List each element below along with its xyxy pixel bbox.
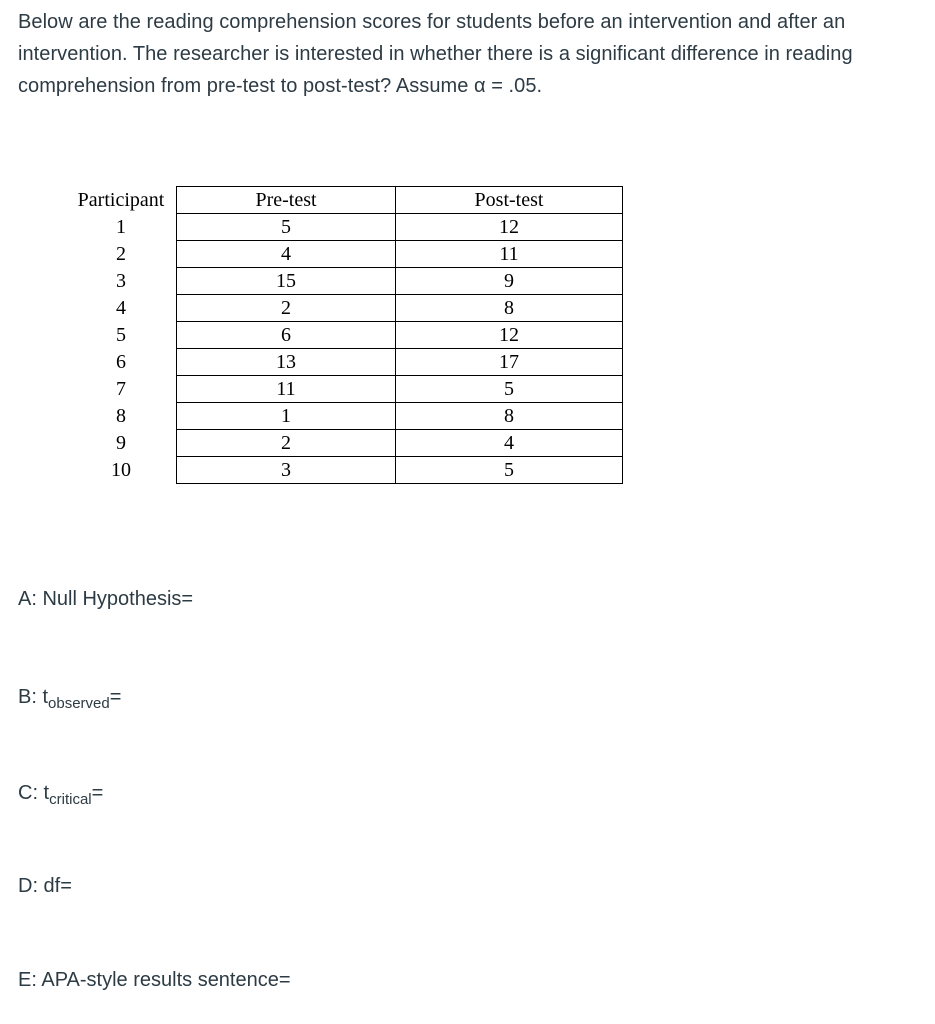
pre-test-cell: 2 [177, 295, 396, 322]
question-c-t-critical [18, 779, 103, 807]
participant-cell: 9 [116, 432, 126, 454]
question-e-label: E: APA-style results sentence= [18, 969, 291, 991]
scores-table [66, 186, 623, 484]
question-prompt [18, 6, 918, 102]
table-row [66, 430, 623, 457]
participant-cell: 3 [116, 270, 126, 292]
participant-cell: 6 [116, 351, 126, 373]
header-post-test: Post-test [396, 187, 623, 214]
table-row [66, 214, 623, 241]
post-test-cell: 5 [396, 376, 623, 403]
pre-test-cell: 3 [177, 457, 396, 484]
prompt-line-3: comprehension from pre-test to post-test? Assume α = .05. [18, 75, 543, 97]
header-pre-test: Pre-test [177, 187, 396, 214]
pre-test-cell: 5 [177, 214, 396, 241]
question-b-subscript: observed [48, 695, 110, 712]
participant-cell: 8 [116, 405, 126, 427]
table-row [66, 349, 623, 376]
table-row [66, 241, 623, 268]
question-b-suffix: = [109, 686, 122, 708]
table-row [66, 457, 623, 484]
post-test-cell: 8 [396, 295, 623, 322]
pre-test-cell: 1 [177, 403, 396, 430]
participant-cell: 4 [116, 297, 126, 319]
post-test-cell: 12 [396, 322, 623, 349]
post-test-cell: 17 [396, 349, 623, 376]
participant-cell: 5 [116, 324, 126, 346]
pre-test-cell: 15 [177, 268, 396, 295]
participant-cell: 2 [116, 243, 126, 265]
question-a-label: A: Null Hypothesis= [18, 588, 194, 610]
post-test-cell: 12 [396, 214, 623, 241]
pre-test-cell: 11 [177, 376, 396, 403]
header-participant: Participant [77, 189, 165, 211]
question-b-prefix: B: t [18, 686, 49, 708]
table-header-row [66, 187, 623, 214]
question-b-t-observed [18, 683, 121, 711]
pre-test-cell: 6 [177, 322, 396, 349]
post-test-cell: 9 [396, 268, 623, 295]
post-test-cell: 11 [396, 241, 623, 268]
post-test-cell: 4 [396, 430, 623, 457]
participant-cell: 10 [111, 459, 131, 481]
table-row [66, 322, 623, 349]
question-c-prefix: C: t [18, 782, 50, 804]
question-a-null-hypothesis [18, 585, 193, 613]
participant-cell: 1 [116, 216, 126, 238]
question-e-apa-sentence [18, 966, 291, 994]
prompt-line-2: intervention. The researcher is interested in whether there is a significant difference in reading [18, 43, 853, 65]
question-d-df [18, 872, 72, 900]
pre-test-cell: 2 [177, 430, 396, 457]
pre-test-cell: 13 [177, 349, 396, 376]
post-test-cell: 8 [396, 403, 623, 430]
participant-cell: 7 [116, 378, 126, 400]
pre-test-cell: 4 [177, 241, 396, 268]
question-c-subscript: critical [49, 791, 92, 808]
post-test-cell: 5 [396, 457, 623, 484]
question-d-label: D: df= [18, 875, 72, 897]
table-row [66, 268, 623, 295]
table-row [66, 403, 623, 430]
table-row [66, 295, 623, 322]
prompt-line-1: Below are the reading comprehension scores for students before an intervention and after an [18, 11, 846, 33]
question-c-suffix: = [91, 782, 104, 804]
table-row [66, 376, 623, 403]
